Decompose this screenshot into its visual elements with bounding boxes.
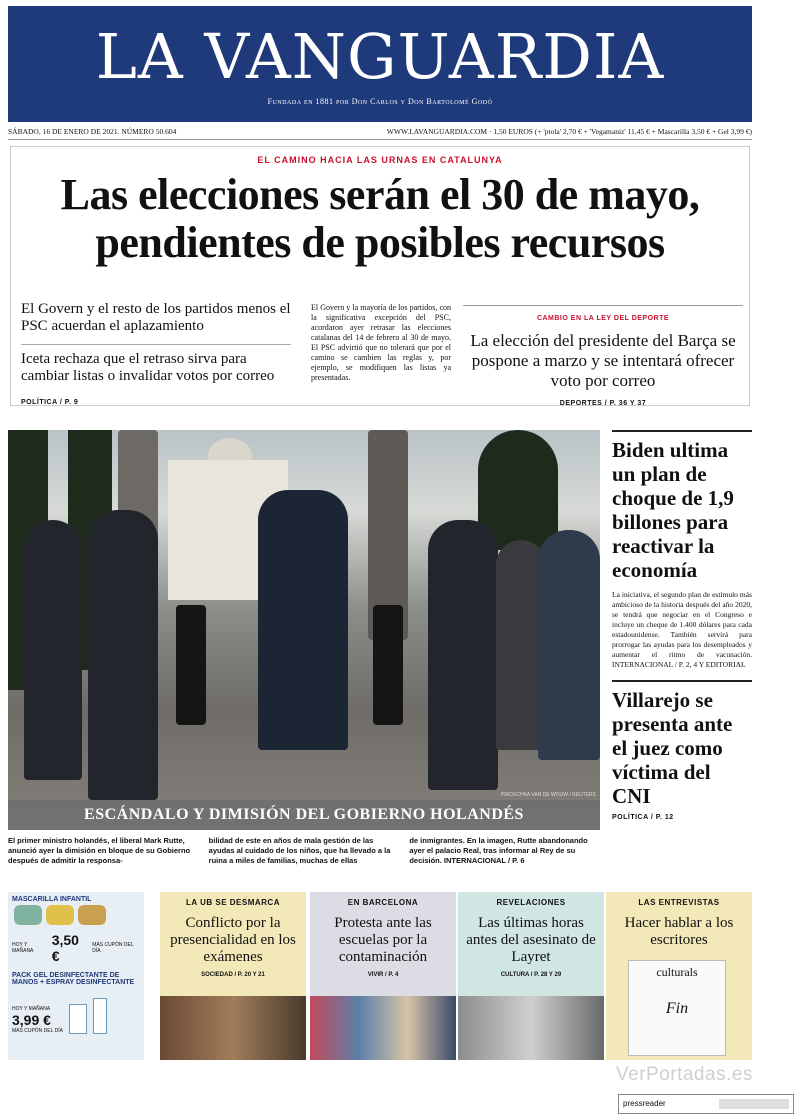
masthead: [8, 6, 752, 122]
ad-title-gel: PACK GEL DESINFECTANTE DE MANOS + ESPRAY DESINFECTANTE: [12, 972, 135, 986]
barca-section: DEPORTES / P. 36 Y 37: [559, 400, 647, 407]
lead-subheads: [21, 301, 291, 411]
ad-title-mask: MASCARILLA INFANTIL: [12, 896, 92, 903]
mask-images: [12, 903, 140, 932]
pressreader-logo: pressreader: [623, 1099, 666, 1108]
teaser-tag: LAS ENTREVISTAS: [638, 898, 720, 907]
ad-cupon: MÁS CUPÓN DEL DÍA: [92, 942, 134, 954]
lead-kicker: EL CAMINO HACIA LAS URNAS EN CATALUNYA: [257, 155, 503, 165]
teaser-barcelona[interactable]: [310, 892, 456, 1060]
barca-headline: La elección del presidente del Barça se pospone a marzo y se intentará ofrecer voto por correo: [470, 331, 736, 390]
mask-icon: [46, 905, 74, 925]
photo-credit: PIROSCHKA VAN DE WOUW / REUTERS: [500, 792, 596, 798]
newspaper-logo: LA VANGUARDIA: [95, 20, 665, 93]
villarejo-headline[interactable]: Villarejo se presenta ante el juez como víctima del CNI: [612, 688, 733, 808]
dateline: [8, 127, 752, 140]
teaser-headline: Hacer hablar a los escritores: [624, 915, 734, 948]
divider: [21, 344, 291, 345]
photo-text-col-2: bilidad de este en años de mala gestión de las ayudas al cuidado de los niños, que ha llevado a la ruina a miles de familias, muchas de ellas: [208, 836, 391, 865]
teaser-section: CULTURA / P. 28 Y 29: [500, 972, 562, 978]
section-ref: POLÍTICA / P. 9: [21, 399, 79, 406]
barca-story[interactable]: [463, 305, 743, 412]
teaser-tag: EN BARCELONA: [347, 898, 419, 907]
villarejo-section: POLÍTICA / P. 12: [612, 814, 674, 821]
ad-price: 3,50 €: [51, 932, 79, 964]
promo-ad[interactable]: [8, 892, 144, 1060]
cyclist-figure: [258, 490, 348, 750]
founded-line: Fundada en 1881 por Don Carlos y Don Bartolomé Godó: [267, 97, 493, 106]
ad-label: HOY Y MAÑANA: [12, 942, 34, 954]
photo-text-col-3: de inmigrantes. En la imagen, Rutte abandonando ayer el palacio Real, tras informar al Rey de su decisión. INTERNACIONAL / P. 6: [409, 836, 588, 865]
issue-date: SÁBADO, 16 DE ENERO DE 2021. NÚMERO 50.604: [8, 127, 177, 136]
bollard: [373, 605, 403, 725]
culturas-supplement-cover: [628, 960, 726, 1056]
teaser-headline: Conflicto por la presencialidad en los exámenes: [170, 915, 296, 965]
photographer: [24, 520, 82, 780]
lead-headline: [11, 171, 749, 267]
teaser-photo: [160, 996, 306, 1060]
ad-label: HOY Y MAÑANA: [12, 1006, 51, 1012]
spray-bottle-icon: [93, 998, 107, 1034]
teaser-tag: REVELACIONES: [496, 898, 566, 907]
mask-icon: [78, 905, 106, 925]
right-sidebar: [612, 430, 752, 821]
teaser-layret[interactable]: [458, 892, 604, 1060]
supplement-title: culturals: [656, 965, 698, 979]
ad-price: 3,99 €: [12, 1012, 51, 1028]
teaser-entrevistas[interactable]: [606, 892, 752, 1060]
headline-line-2: pendientes de posibles recursos: [95, 218, 665, 267]
photo-text: [8, 836, 600, 866]
pressreader-barcode-icon: [719, 1099, 789, 1109]
photo-caption: ESCÁNDALO Y DIMISIÓN DEL GOBIERNO HOLANDÉS: [8, 800, 600, 830]
teaser-ub[interactable]: [160, 892, 306, 1060]
teaser-section: SOCIEDAD / P. 20 Y 21: [201, 972, 265, 978]
price-info: · 1,50 EUROS (+ 'ptola' 2,70 € + 'Vegamaniz' 11,45 € + Mascarilla 3,50 € + Gel 3,99 €): [488, 127, 752, 136]
teaser-section: VIVIR / P. 4: [367, 972, 399, 978]
photo-text-col-1: El primer ministro holandés, el liberal Mark Rutte, anunció ayer la dimisión en bloque de su Gobierno después de admitir la responsa-: [8, 836, 191, 865]
teaser-photo: [310, 996, 456, 1060]
biden-headline[interactable]: Biden ultima un plan de choque de 1,9 billones para reactivar la economía: [612, 438, 734, 582]
pressreader-badge[interactable]: [618, 1094, 794, 1114]
photographer: [88, 510, 158, 800]
divider: [612, 680, 752, 682]
subhead-iceta: Iceta rechaza que el retraso sirva para cambiar listas o invalidar votos por correo: [21, 351, 275, 384]
supplement-fin: Fin: [665, 1000, 689, 1017]
teaser-photo: [458, 996, 604, 1060]
divider: [612, 430, 752, 432]
lead-body: El Govern y la mayoría de los partidos, con la significativa excepción del PSC, acordaron ayer retrasar las elecciones catalanas del 14 de febrero al 30 de mayo. El PSC advirtió que no tolerará que por el camino se cambien las reglas y, por ejemplo, se modifiquen las listas ya presentadas.: [311, 303, 451, 382]
teaser-headline: Las últimas horas antes del asesinato de Layret: [466, 915, 596, 965]
photographer: [538, 530, 600, 760]
subhead-govern: El Govern y el resto de los partidos menos el PSC acuerdan el aplazamiento: [21, 301, 291, 334]
watermark: VerPortadas.es: [616, 1064, 753, 1085]
website-link[interactable]: WWW.LAVANGUARDIA.COM: [386, 127, 488, 136]
barca-tag: CAMBIO EN LA LEY DEL DEPORTE: [536, 315, 670, 322]
ad-cupon: MÁS CUPÓN DEL DÍA: [12, 1028, 63, 1034]
gel-bottle-icon: [69, 1004, 87, 1034]
headline-line-1: Las elecciones serán el 30 de mayo,: [60, 170, 700, 219]
teaser-tag: LA UB SE DESMARCA: [186, 898, 280, 907]
teaser-headline: Protesta ante las escuelas por la contaminación: [334, 915, 432, 965]
biden-text: La iniciativa, el segundo plan de estímulo más ambicioso de la historia después del año 2020, se tendrá que negociar en el Congreso e incluye un cheque de 1.400 dólares para cada estadounidense. También servirá para prorrogar las ayudas para los desempleados y aumentar el ritmo de vacunación. INTERNACIONAL / P. 2, 4 Y EDITORIAL: [612, 590, 752, 669]
lead-story[interactable]: [10, 146, 750, 406]
photographer: [428, 520, 498, 790]
bollard: [176, 605, 206, 725]
mask-icon: [14, 905, 42, 925]
lead-photo[interactable]: [8, 430, 600, 830]
